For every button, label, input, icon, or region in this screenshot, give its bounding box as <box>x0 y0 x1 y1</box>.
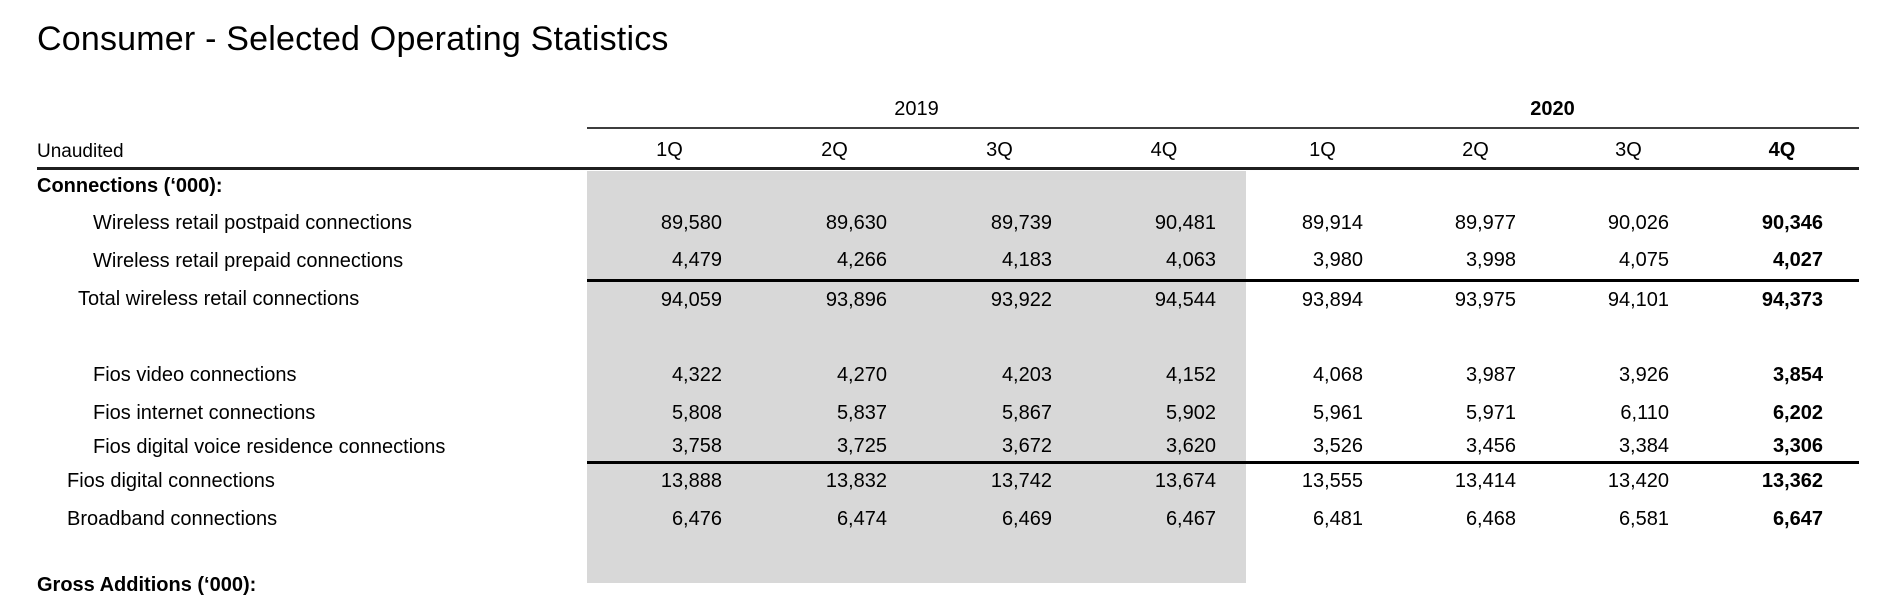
value-cell: 94,544 <box>1154 288 1216 311</box>
value-cell: 89,630 <box>825 211 887 234</box>
value-cell: 3,926 <box>1618 363 1669 386</box>
row-label: Broadband connections <box>67 507 278 530</box>
value-cell: 93,975 <box>1454 288 1516 311</box>
table-row-fios-digital-voice <box>37 432 1859 462</box>
value-cell: 13,832 <box>825 470 887 493</box>
value-cell: 3,725 <box>752 432 917 462</box>
empty-cell <box>1705 168 1859 204</box>
page-title: Consumer - Selected Operating Statistics <box>37 20 669 58</box>
table-row-fios-internet <box>37 394 1859 432</box>
empty-cell <box>1552 168 1705 204</box>
value-cell: 90,026 <box>1607 211 1669 234</box>
value-cell: 6,467 <box>1165 507 1216 530</box>
table-row-broadband <box>37 500 1859 538</box>
empty-cell <box>1399 168 1552 204</box>
value-cell: 89,914 <box>1301 211 1363 234</box>
value-cell: 6,110 <box>1620 401 1669 424</box>
table-row-fios-digital <box>37 462 1859 500</box>
value-cell: 4,068 <box>1312 363 1363 386</box>
empty-cell <box>37 78 587 128</box>
row-label: Fios digital voice residence connections <box>93 435 446 458</box>
quarter-header-row <box>37 128 1859 168</box>
table-row-fios-video <box>37 356 1859 394</box>
value-cell: 5,867 <box>1001 401 1052 424</box>
value-cell: 89,580 <box>660 211 722 234</box>
value-cell: 6,469 <box>1001 507 1052 530</box>
value-cell: 4,152 <box>1165 363 1216 386</box>
value-cell: 13,555 <box>1301 470 1363 493</box>
value-cell: 5,971 <box>1465 401 1516 424</box>
value-cell: 4,322 <box>671 363 722 386</box>
value-cell: 4,075 <box>1552 242 1705 280</box>
value-cell: 4,266 <box>752 242 917 280</box>
value-cell: 90,346 <box>1761 211 1823 234</box>
value-cell: 89,739 <box>990 211 1052 234</box>
quarter-header-2020-2q: 2Q <box>1399 128 1552 168</box>
row-label: Fios digital connections <box>67 469 275 492</box>
value-cell: 94,101 <box>1607 288 1669 311</box>
value-cell: 4,203 <box>1001 363 1052 386</box>
quarter-header-2019-3q: 3Q <box>917 128 1082 168</box>
spacer-row <box>37 538 1859 566</box>
empty-cell <box>37 319 1859 356</box>
value-cell: 5,837 <box>836 401 887 424</box>
value-cell: 94,373 <box>1761 288 1823 311</box>
value-cell: 3,980 <box>1246 242 1399 280</box>
row-label: Wireless retail postpaid connections <box>93 211 413 234</box>
value-cell: 89,977 <box>1454 211 1516 234</box>
year-2019-header: 2019 <box>587 78 1246 128</box>
value-cell: 6,474 <box>836 507 887 530</box>
quarter-header-2019-2q: 2Q <box>752 128 917 168</box>
row-label: Fios internet connections <box>93 401 316 424</box>
value-cell: 3,384 <box>1552 432 1705 462</box>
value-cell: 4,479 <box>587 242 752 280</box>
quarter-header-2020-3q: 3Q <box>1552 128 1705 168</box>
value-cell: 94,059 <box>660 288 722 311</box>
value-cell: 3,526 <box>1246 432 1399 462</box>
value-cell: 3,987 <box>1465 363 1516 386</box>
value-cell: 13,414 <box>1454 470 1516 493</box>
value-cell: 3,854 <box>1772 363 1823 386</box>
row-label: Total wireless retail connections <box>78 288 360 310</box>
value-cell: 4,183 <box>917 242 1082 280</box>
value-cell: 3,672 <box>917 432 1082 462</box>
value-cell: 13,742 <box>990 470 1052 493</box>
value-cell: 13,888 <box>660 470 722 493</box>
value-cell: 3,758 <box>587 432 752 462</box>
value-cell: 5,808 <box>671 401 722 424</box>
section-header-row <box>37 168 1859 204</box>
empty-cell <box>917 168 1082 204</box>
value-cell: 93,922 <box>990 288 1052 311</box>
value-cell: 6,581 <box>1618 507 1669 530</box>
value-cell: 6,476 <box>671 507 722 530</box>
value-cell: 3,456 <box>1399 432 1552 462</box>
empty-cell <box>752 168 917 204</box>
value-cell: 13,362 <box>1761 470 1823 493</box>
row-label: Wireless retail prepaid connections <box>93 249 404 272</box>
value-cell: 6,468 <box>1465 507 1516 530</box>
section-header-truncated: Gross Additions (‘000): <box>37 573 257 596</box>
year-header-row <box>37 78 1859 128</box>
value-cell: 3,620 <box>1082 432 1246 462</box>
empty-cell <box>1082 168 1246 204</box>
unaudited-label: Unaudited <box>37 128 587 168</box>
value-cell: 5,961 <box>1312 401 1363 424</box>
empty-cell <box>1246 168 1399 204</box>
value-cell: 13,674 <box>1154 470 1216 493</box>
value-cell: 4,270 <box>836 363 887 386</box>
value-cell: 93,894 <box>1301 288 1363 311</box>
operating-statistics-table <box>37 78 1859 604</box>
table-row-wireless-postpaid <box>37 204 1859 242</box>
table-row-wireless-prepaid <box>37 242 1859 280</box>
value-cell: 5,902 <box>1165 401 1216 424</box>
value-cell: 90,481 <box>1154 211 1216 234</box>
value-cell: 6,481 <box>1312 507 1363 530</box>
quarter-header-2020-4q: 4Q <box>1705 128 1859 168</box>
value-cell: 6,202 <box>1772 401 1823 424</box>
value-cell: 4,063 <box>1082 242 1246 280</box>
quarter-header-2020-1q: 1Q <box>1246 128 1399 168</box>
row-label: Fios video connections <box>93 363 297 386</box>
value-cell: 13,420 <box>1607 470 1669 493</box>
quarter-header-2019-1q: 1Q <box>587 128 752 168</box>
table-row-total-wireless <box>37 280 1859 319</box>
spacer-row <box>37 319 1859 356</box>
quarter-header-2019-4q: 4Q <box>1082 128 1246 168</box>
value-cell: 4,027 <box>1705 242 1859 280</box>
year-2020-header: 2020 <box>1246 78 1859 128</box>
value-cell: 6,647 <box>1772 507 1823 530</box>
empty-cell <box>587 168 752 204</box>
value-cell: 3,998 <box>1399 242 1552 280</box>
value-cell: 93,896 <box>825 288 887 311</box>
empty-cell <box>37 538 1859 566</box>
section-header-connections: Connections (‘000): <box>37 175 223 198</box>
truncated-section-row <box>37 566 1859 604</box>
value-cell: 3,306 <box>1705 432 1859 462</box>
